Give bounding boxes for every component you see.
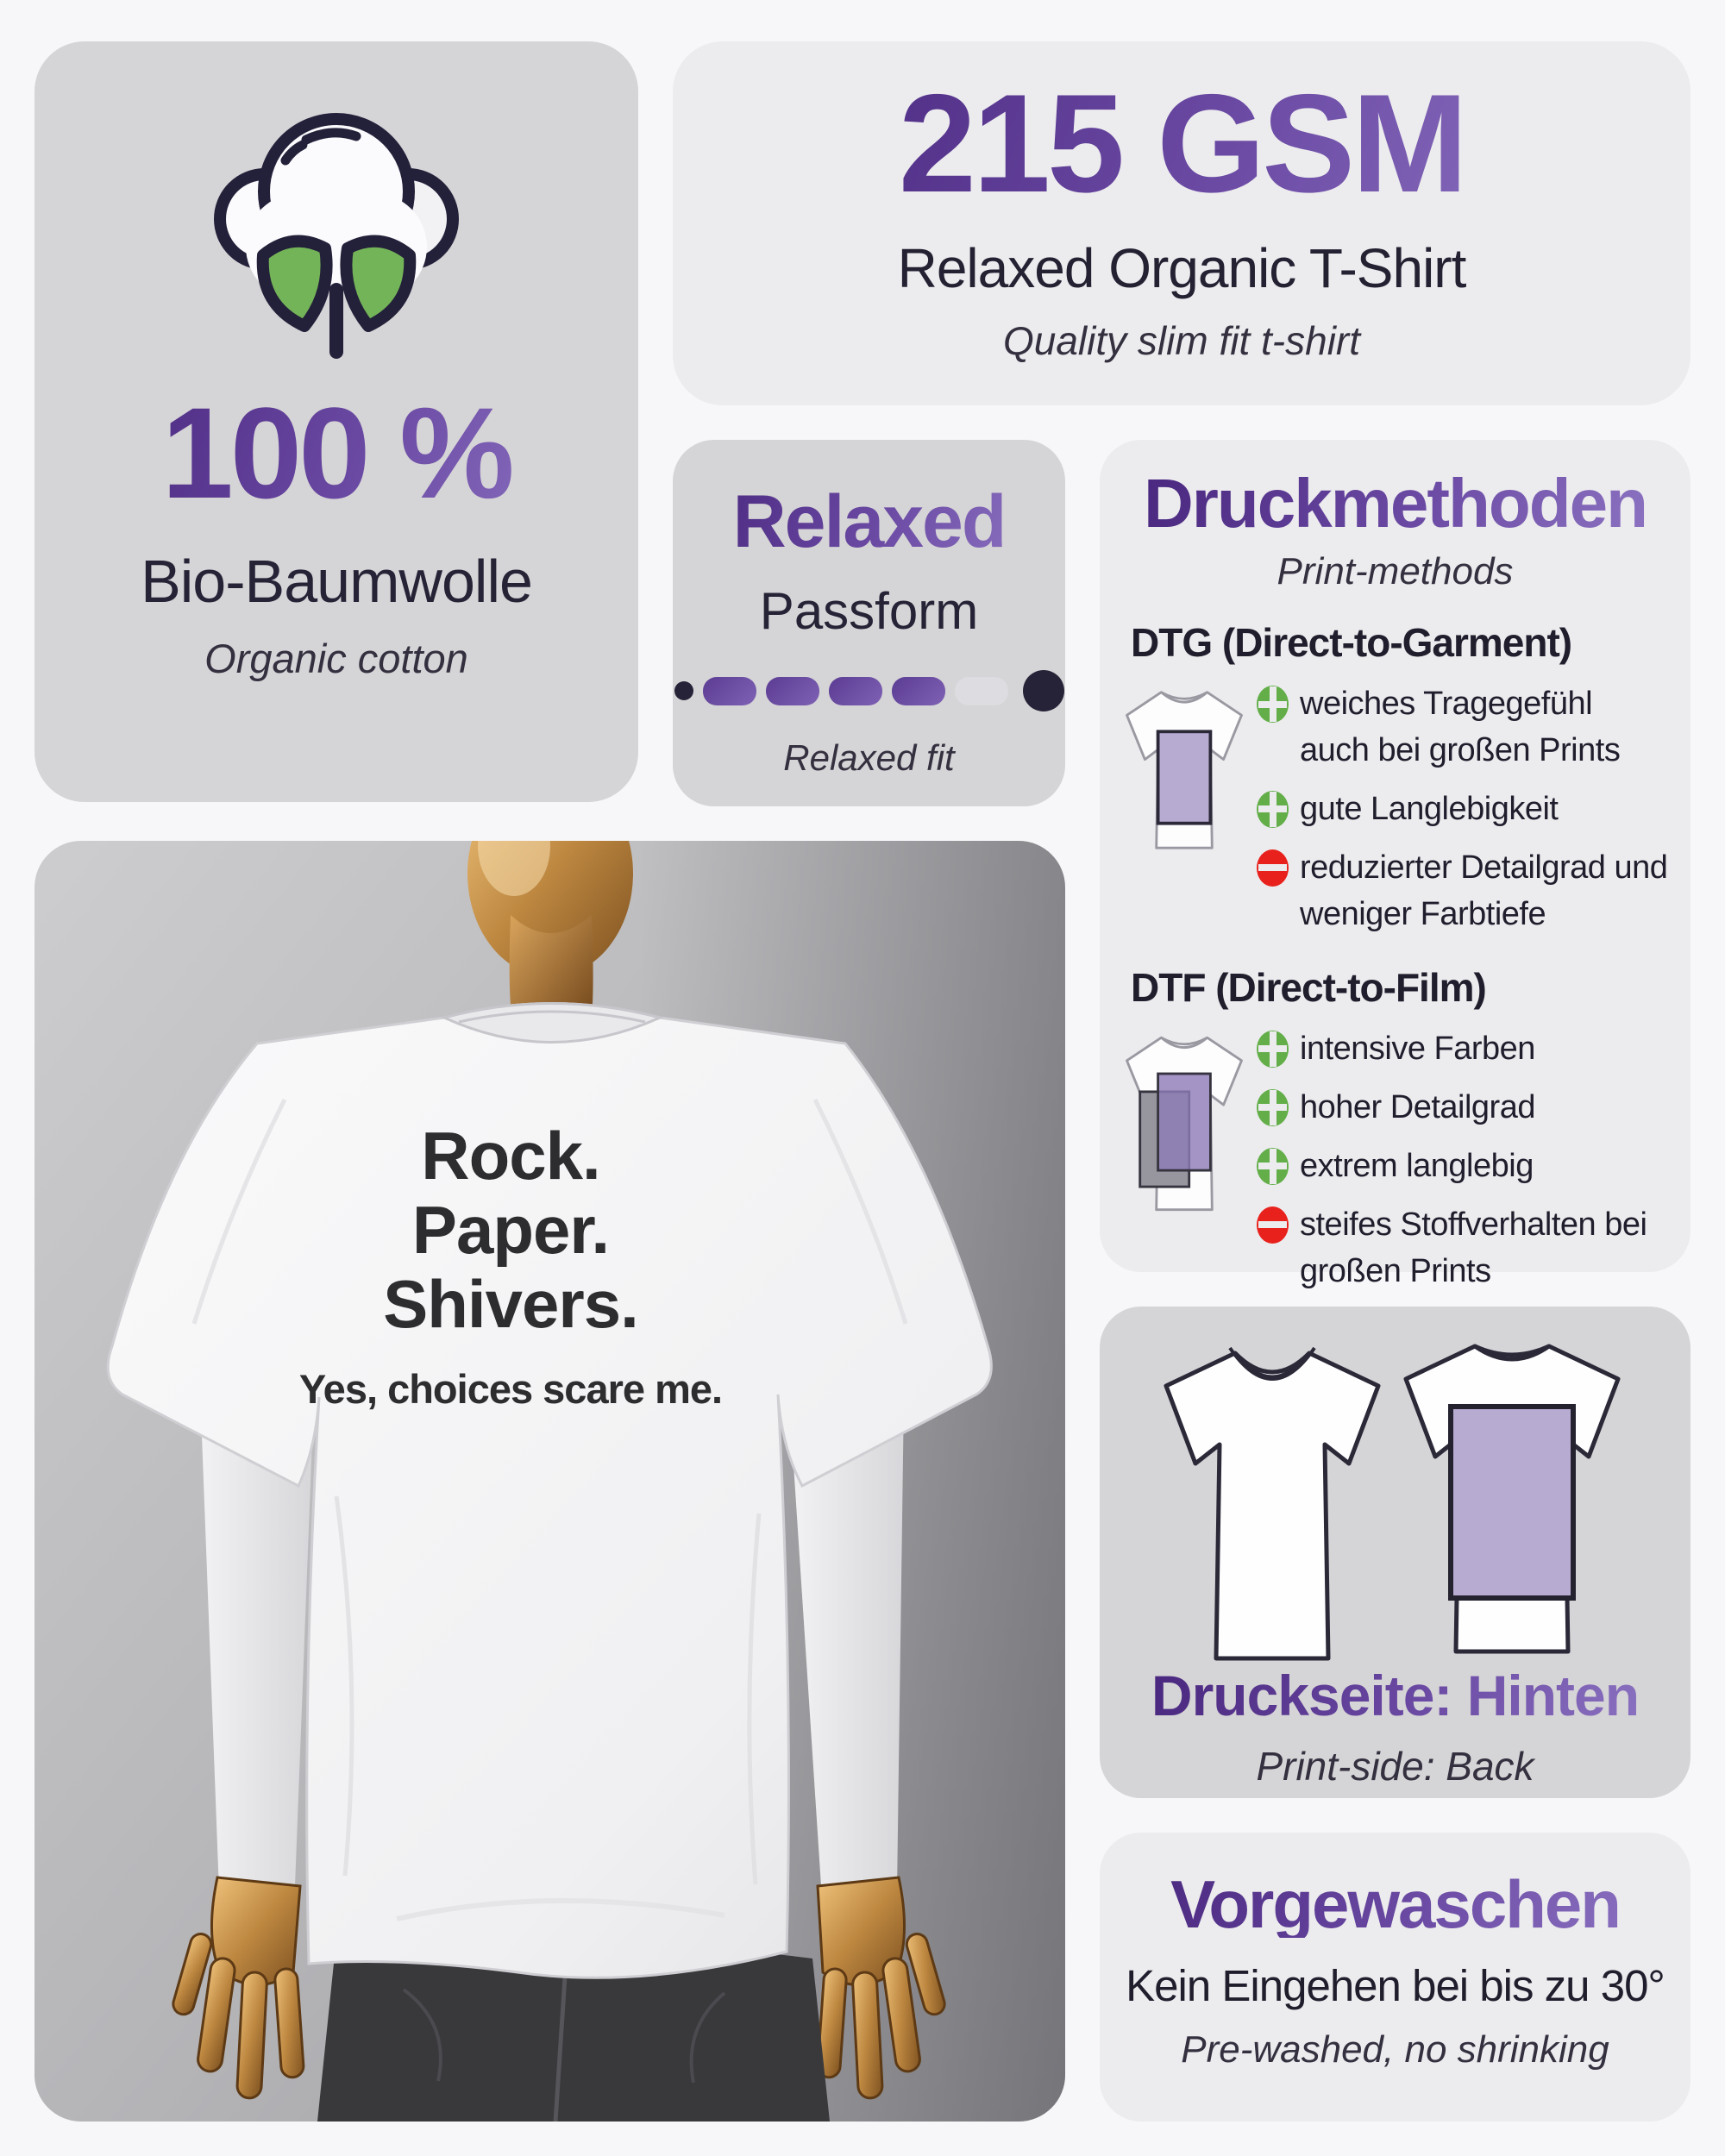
fit-scale-min-dot — [674, 681, 693, 700]
dtf-con-item — [1257, 1202, 1668, 1295]
dtg-pro-item — [1257, 681, 1668, 774]
dtg-pro-item — [1257, 787, 1668, 833]
dtf-pro-text: intensive Farben — [1300, 1030, 1535, 1067]
print-methods-card — [1100, 440, 1690, 1289]
print-side-title: Druckseite: Hinten — [1100, 1667, 1690, 1724]
svg-text:Yes, choices scare me.: Yes, choices scare me. — [298, 1366, 723, 1412]
fit-scale-bar-filled — [766, 677, 819, 705]
dtg-con-item — [1257, 845, 1668, 938]
fit-scale-meter — [673, 670, 1065, 711]
dtf-con-text: steifes Stoffverhalten bei großen Prints — [1300, 1206, 1647, 1289]
print-methods-title: Druckmethoden — [1100, 440, 1690, 538]
minus-icon — [1257, 849, 1289, 887]
dtg-heading: DTG (Direct-to-Garment) — [1131, 620, 1572, 665]
print-side-subtitle: Print-side: Back — [1256, 1744, 1534, 1789]
cotton-flower-icon — [34, 41, 638, 364]
print-side-card — [1100, 1307, 1690, 1798]
dtg-pro-text: weiches Tragegefühl auch bei großen Prints — [1300, 686, 1621, 768]
fit-subtitle: Relaxed fit — [783, 737, 955, 778]
svg-text:Paper.: Paper. — [411, 1192, 610, 1268]
svg-text:Rock.: Rock. — [421, 1118, 600, 1194]
fit-scale-bar-empty — [955, 677, 1008, 705]
tshirt-front-back-icon — [1100, 1307, 1690, 1662]
dtf-section — [1119, 1023, 1668, 1295]
fit-scale-bar-filled — [829, 677, 882, 705]
gsm-subtitle: Quality slim fit t-shirt — [1002, 318, 1361, 363]
gsm-title: Relaxed Organic T-Shirt — [897, 237, 1466, 299]
fit-label: Passform — [759, 582, 979, 640]
plus-icon — [1257, 1031, 1289, 1068]
dtg-pro-text: gute Langlebigkeit — [1300, 790, 1559, 827]
cotton-subtitle: Organic cotton — [204, 636, 468, 681]
prewashed-card — [1100, 1833, 1690, 2122]
prewashed-subtitle: Pre-washed, no shrinking — [1181, 2028, 1609, 2071]
prewashed-title: Vorgewaschen — [1100, 1833, 1690, 1938]
dtf-pro-text: extrem langlebig — [1300, 1147, 1534, 1184]
dtf-pro-item — [1257, 1144, 1668, 1190]
cotton-title: Bio-Baumwolle — [141, 548, 532, 615]
plus-icon — [1257, 1148, 1289, 1185]
plus-icon — [1257, 686, 1289, 723]
organic-cotton-card — [34, 41, 638, 802]
dtf-heading: DTF (Direct-to-Film) — [1131, 964, 1486, 1010]
svg-text:Shivers.: Shivers. — [383, 1266, 638, 1342]
dtf-pro-item — [1257, 1026, 1668, 1073]
tshirt-dtg-print-icon — [1119, 678, 1257, 938]
tshirt-dtf-film-icon — [1119, 1023, 1257, 1295]
dtg-con-text: reduzierter Detailgrad und weniger Farbtiefe — [1300, 849, 1668, 932]
plus-icon — [1257, 1089, 1289, 1126]
dtf-pro-text: hoher Detailgrad — [1300, 1088, 1535, 1125]
dtf-pro-item — [1257, 1085, 1668, 1131]
fit-scale-bar-filled — [703, 677, 756, 705]
minus-icon — [1257, 1206, 1289, 1244]
fit-card — [673, 440, 1065, 806]
prewashed-line: Kein Eingehen bei bis zu 30° — [1126, 1961, 1665, 2010]
fit-scale-bar-filled — [892, 677, 945, 705]
dtg-section — [1119, 678, 1668, 938]
cotton-percent-value: 100 % — [34, 388, 638, 517]
plus-icon — [1257, 791, 1289, 828]
gsm-card — [673, 41, 1690, 405]
fit-scale-max-dot — [1023, 670, 1064, 711]
fit-name: Relaxed — [673, 440, 1065, 559]
gsm-value: 215 GSM — [673, 41, 1690, 214]
product-photo — [34, 841, 1065, 2122]
print-methods-subtitle: Print-methods — [1276, 550, 1514, 592]
